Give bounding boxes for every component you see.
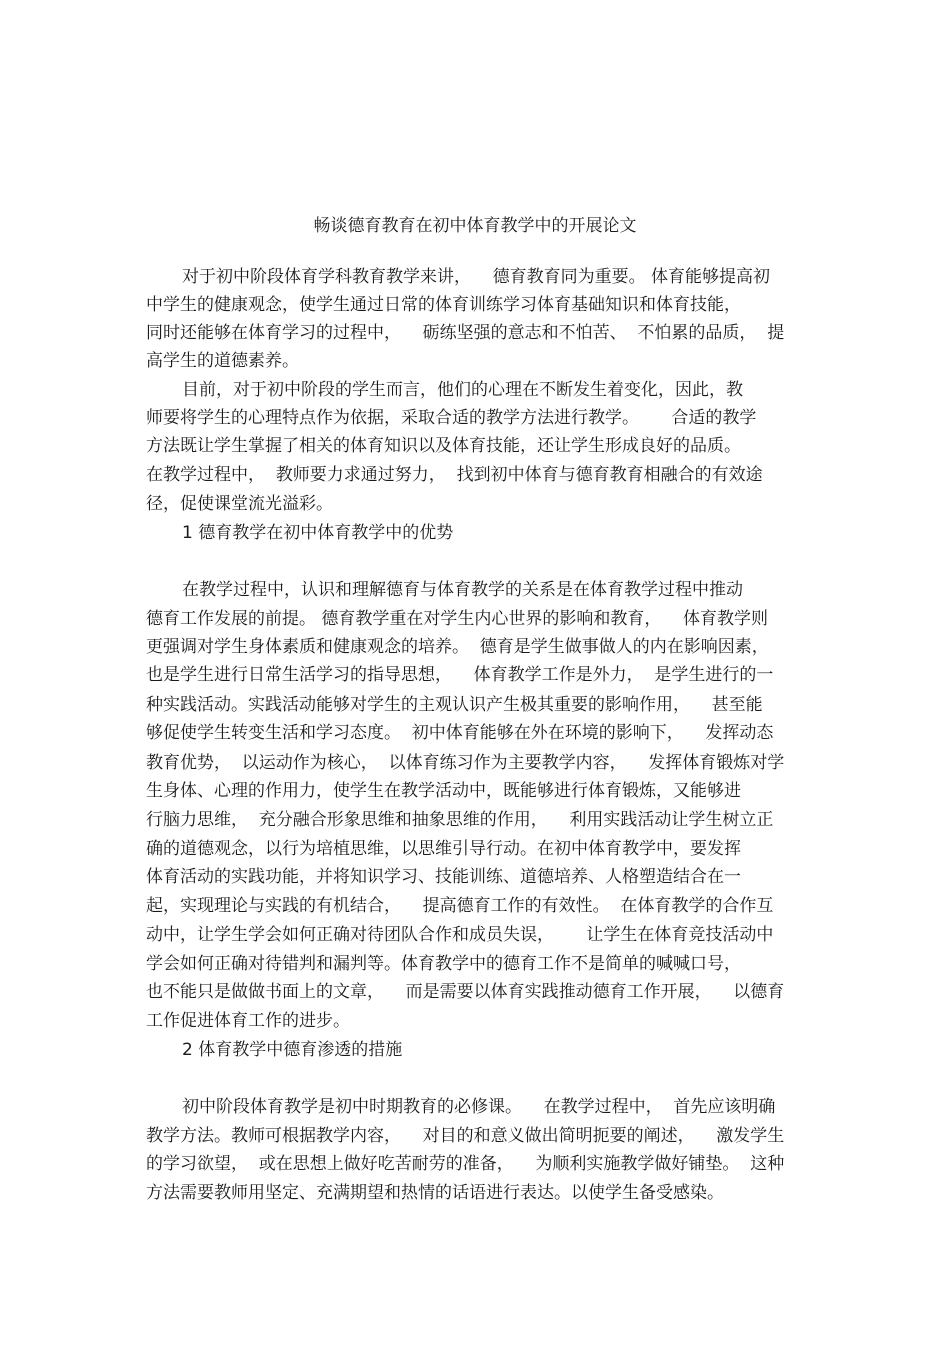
paragraph-line: 工作促进体育工作的进步。 xyxy=(146,1011,350,1031)
paragraph-line: 中学生的健康观念，使学生通过日常的体育训练学习体育基础知识和体育技能， xyxy=(146,295,741,315)
paragraph-line: 径，促使课堂流光溢彩。 xyxy=(146,494,333,514)
paragraph-line: 方法需要教师用坚定、充满期望和热情的话语进行表达。以使学生备受感染。 xyxy=(146,1183,724,1203)
paragraph-line: 方法既让学生掌握了相关的体育知识以及体育技能，还让学生形成良好的品质。 xyxy=(146,436,741,456)
paragraph-line: 的学习欲望， 或在思想上做好吃苦耐劳的准备， 为顺利实施教学做好铺垫。 这种 xyxy=(146,1154,785,1174)
paragraph-line: 初中阶段体育教学是初中时期教育的必修课。 在教学过程中， 首先应该明确 xyxy=(182,1097,776,1117)
paragraph-line: 起，实现理论与实践的有机结合， 提高德育工作的有效性。 在体育教学的合作互 xyxy=(146,896,774,916)
section-heading: 2 体育教学中德育渗透的措施 xyxy=(182,1040,403,1060)
paragraph-line: 够促使学生转变生活和学习态度。 初中体育能够在外在环境的影响下， 发挥动态 xyxy=(146,723,774,743)
paragraph-line: 教育优势， 以运动作为核心， 以体育练习作为主要教学内容， 发挥体育锻炼对学 xyxy=(146,753,785,773)
paragraph-line: 也不能只是做做书面上的文章， 而是需要以体育实践推动德育工作开展， 以德育 xyxy=(146,982,785,1002)
paragraph-line: 对于初中阶段体育学科教育教学来讲， 德育教育同为重要。 体育能够提高初 xyxy=(182,267,771,287)
paragraph-line: 体育活动的实践功能，并将知识学习、技能训练、道德培养、人格塑造结合在一 xyxy=(146,867,741,887)
paragraph-line: 动中，让学生学会如何正确对待团队合作和成员失误， 让学生在体育竞技活动中 xyxy=(146,925,774,945)
page-title: 畅谈德育教育在初中体育教学中的开展论文 xyxy=(313,216,637,236)
paragraph-line: 学会如何正确对待错判和漏判等。体育教学中的德育工作不是简单的喊喊口号， xyxy=(146,954,741,974)
section-heading: 1 德育教学在初中体育教学中的优势 xyxy=(182,523,454,543)
paragraph-line: 也是学生进行日常生活学习的指导思想， 体育教学工作是外力， 是学生进行的一 xyxy=(146,665,774,685)
paragraph-line: 生身体、心理的作用力，使学生在教学活动中，既能够进行体育锻炼，又能够进 xyxy=(146,781,741,801)
paragraph-line: 行脑力思维， 充分融合形象思维和抽象思维的作用， 利用实践活动让学生树立正 xyxy=(146,810,774,830)
paragraph-line: 种实践活动。实践活动能够对学生的主观认识产生极其重要的影响作用， 甚至能 xyxy=(146,695,763,715)
paragraph-line: 高学生的道德素养。 xyxy=(146,351,299,371)
paragraph-line: 在教学过程中，认识和理解德育与体育教学的关系是在体育教学过程中推动 xyxy=(182,580,743,600)
paragraph-line: 确的道德观念，以行为培植思维，以思维引导行动。在初中体育教学中，要发挥 xyxy=(146,839,741,859)
paragraph-line: 师要将学生的心理特点作为依据，采取合适的教学方法进行教学。 合适的教学 xyxy=(146,408,757,428)
paragraph-line: 同时还能够在体育学习的过程中， 砺练坚强的意志和不怕苦、 不怕累的品质， 提 xyxy=(146,323,785,343)
paragraph-line: 目前，对于初中阶段的学生而言，他们的心理在不断发生着变化，因此，教 xyxy=(182,380,743,400)
paragraph-line: 更强调对学生身体素质和健康观念的培养。 德育是学生做事做人的内在影响因素， xyxy=(146,637,769,657)
paragraph-line: 教学方法。教师可根据教学内容， 对目的和意义做出简明扼要的阐述， 激发学生 xyxy=(146,1126,785,1146)
paragraph-line: 德育工作发展的前提。 德育教学重在对学生内心世界的影响和教育， 体育教学则 xyxy=(146,609,769,629)
paragraph-line: 在教学过程中， 教师要力求通过努力， 找到初中体育与德育教育相融合的有效途 xyxy=(146,465,763,485)
